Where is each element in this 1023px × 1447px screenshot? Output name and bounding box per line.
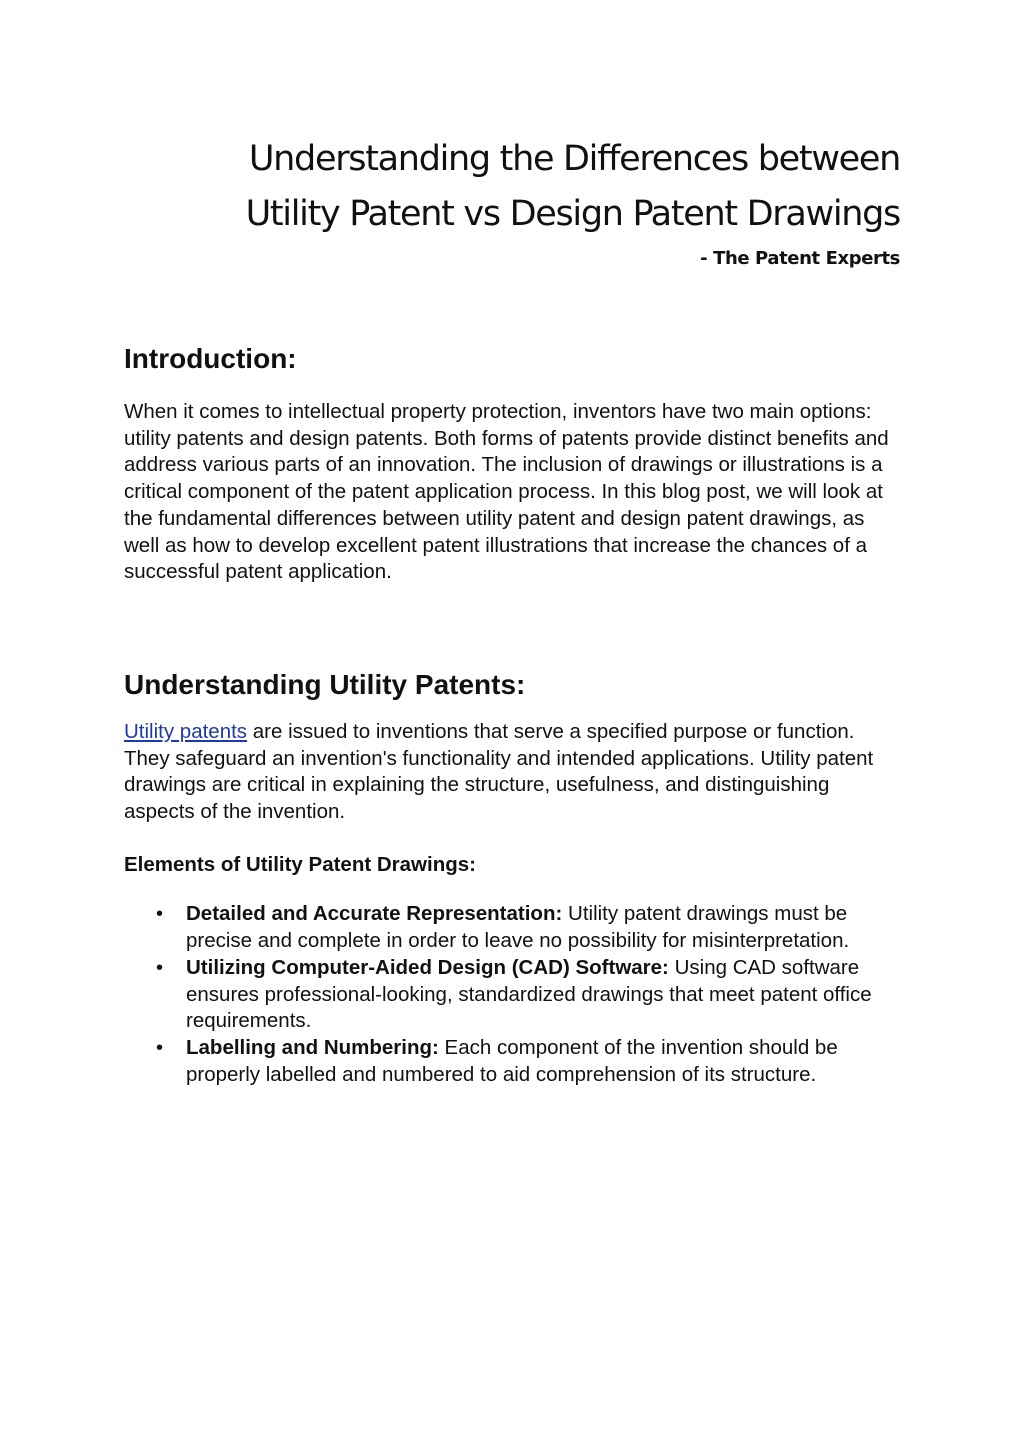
document-body [124, 340, 894, 1088]
title-line-2: Utility Patent vs Design Patent Drawings [245, 194, 900, 234]
bullet-icon: • [156, 1036, 164, 1059]
list-item-text: Utility patent drawings must be precise and complete in order to leave no possibility for misinterpretation. [186, 902, 850, 953]
byline: - The Patent Experts [700, 248, 900, 269]
elements-list [124, 901, 894, 1088]
list-item [124, 901, 894, 954]
elements-heading: Elements of Utility Patent Drawings: [124, 852, 476, 876]
introduction-heading: Introduction: [124, 343, 297, 374]
list-item-label: Utilizing Computer-Aided Design (CAD) Software: [186, 955, 669, 979]
utility-patents-text: are issued to inventions that serve a specified purpose or function. They safeguard an invention's functionality and intended applications. Utility patent drawings are critical in explaining the structure, usefulness, and distinguishing aspects of the invention. [124, 719, 874, 824]
title-line-1: Understanding the Differences between [248, 139, 900, 179]
document-title [124, 132, 900, 242]
utility-patents-heading: Understanding Utility Patents: [124, 668, 526, 700]
list-item-label: Detailed and Accurate Representation: [186, 902, 563, 926]
list-item-text: Each component of the invention should be properly labelled and numbered to aid comprehension of its structure. [186, 1035, 838, 1086]
list-item [124, 955, 894, 1035]
utility-patents-link[interactable]: Utility patents [124, 719, 248, 743]
bullet-icon: • [156, 903, 164, 926]
bullet-icon: • [156, 956, 164, 979]
list-item-text: Using CAD software ensures professional-looking, standardized drawings that meet patent office requirements. [186, 955, 872, 1033]
introduction-paragraph: When it comes to intellectual property protection, inventors have two main options: utility patents and design patents. Both forms of patents provide distinct benefits and address various parts of an innovation. The inclusion of drawings or illustrations is a critical component of the patent application process. In this blog post, we will look at the fundamental differences between utility patent and design patent drawings, as well as how to develop excellent patent illustrations that increase the chances of a successful patent application. [124, 400, 889, 584]
list-item-label: Labelling and Numbering: [186, 1035, 439, 1059]
list-item [124, 1035, 894, 1088]
utility-patents-paragraph [124, 719, 894, 826]
